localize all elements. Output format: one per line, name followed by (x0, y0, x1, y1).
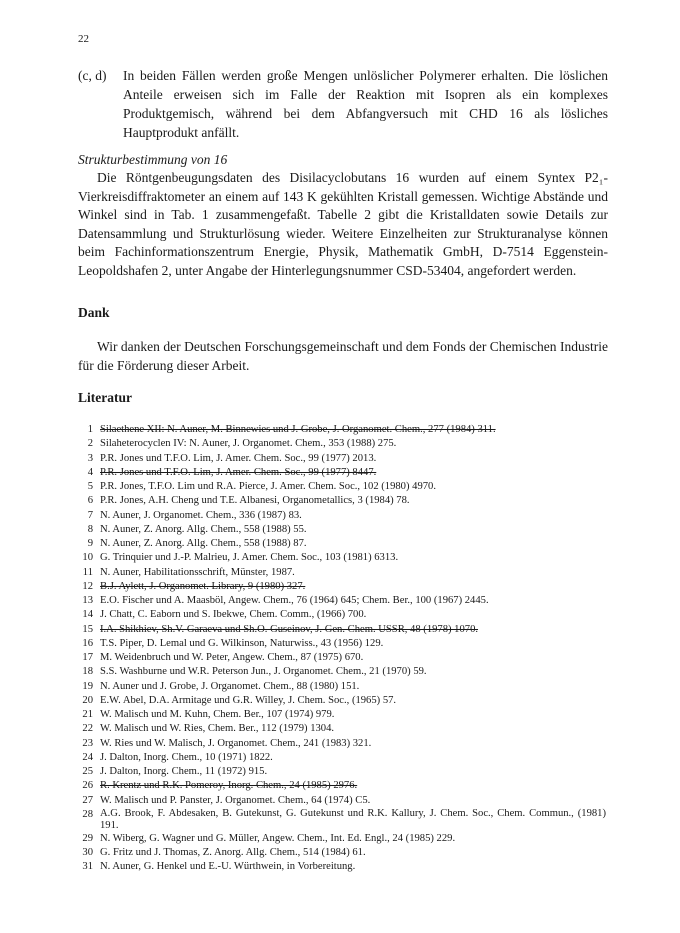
reference-item (78, 623, 608, 637)
reference-text: Silaheterocyclen IV: N. Auner, J. Organomet. Chem., 353 (1988) 275. (100, 438, 397, 450)
reference-item (78, 537, 608, 551)
reference-number: 16 (82, 637, 93, 649)
reference-text: M. Weidenbruch und W. Peter, Angew. Chem., 87 (1975) 670. (100, 652, 364, 663)
structure-paragraph: Die Röntgenbeugungsdaten des Disilacyclobutans 16 wurden auf einem Syntex P2₁-Vierkreisdiffraktometer an einem auf 143 K gekühlten Kristall gemessen. Wichtige Abstände und Winkel sind in Tab. 1 zusammengefaßt. Tabelle 2 gibt die Kristalldaten sowie Details zur Datensammlung und Strukturlösung wieder. Weitere Einzelheiten zur Strukturanalyse können beim Fachinformationszentrum Energie, Physik, Mathematik GmbH, D-7514 Eggenstein-Leopoldshafen 2, unter Angabe der Hinterlegungsnummer CSD-53404, angefordert werden. (78, 170, 608, 278)
reference-item (78, 680, 608, 694)
reference-number: 2 (87, 438, 93, 450)
reference-number: 1 (87, 424, 93, 435)
reference-text: N. Auner und J. Grobe, J. Organomet. Chem., 88 (1980) 151. (100, 680, 360, 692)
reference-text: W. Malisch und M. Kuhn, Chem. Ber., 107 (1974) 979. (100, 709, 335, 720)
reference-number: 20 (82, 694, 93, 706)
reference-item (78, 722, 608, 736)
reference-text: T.S. Piper, D. Lemal und G. Wilkinson, Naturwiss., 43 (1956) 129. (100, 637, 384, 649)
reference-item (78, 480, 608, 494)
reference-number: 5 (87, 481, 93, 492)
reference-item (78, 808, 608, 832)
reference-item (78, 437, 608, 451)
reference-list (78, 423, 608, 875)
reference-text: N. Auner, G. Henkel und E.-U. Würthwein, in Vorbereitung. (100, 861, 356, 873)
reference-text: N. Auner, Z. Anorg. Allg. Chem., 558 (1988) 87. (100, 538, 307, 549)
acknowledgement-heading: Dank (78, 305, 110, 320)
reference-text: R. Krentz und R.K. Pomeroy, Inorg. Chem., 24 (1985) 2976. (100, 780, 358, 792)
reference-text: N. Wiberg, G. Wagner und G. Müller, Angew. Chem., Int. Ed. Engl., 24 (1985) 229. (100, 832, 456, 844)
reference-number: 15 (82, 623, 93, 635)
reference-number: 7 (87, 509, 93, 521)
reference-text: G. Trinquier und J.-P. Malrieu, J. Amer. Chem. Soc., 103 (1981) 6313. (100, 552, 399, 564)
reference-item (78, 494, 608, 508)
reference-text: P.R. Jones, A.H. Cheng und T.E. Albanesi, Organometallics, 3 (1984) 78. (100, 495, 410, 507)
reference-number: 6 (87, 495, 93, 507)
reference-item (78, 466, 608, 480)
reference-item (78, 637, 608, 651)
reference-text: J. Dalton, Inorg. Chem., 10 (1971) 1822. (100, 751, 273, 763)
acknowledgement-paragraph: Wir danken der Deutschen Forschungsgemeinschaft und dem Fonds der Chemischen Industrie für die Förderung dieser Arbeit. (78, 339, 608, 373)
structure-heading: Strukturbestimmung von 16 (78, 152, 228, 167)
reference-item (78, 608, 608, 622)
reference-item (78, 846, 608, 860)
reference-item (78, 794, 608, 808)
reference-number: 18 (82, 666, 93, 678)
reference-item (78, 694, 608, 708)
reference-number: 11 (82, 566, 93, 578)
reference-text: P.R. Jones und T.F.O. Lim, J. Amer. Chem. Soc., 99 (1977) 8447. (100, 466, 377, 478)
reference-item (78, 580, 608, 594)
reference-number: 10 (82, 552, 93, 564)
reference-number: 14 (82, 609, 93, 621)
reference-number: 30 (82, 847, 93, 858)
reference-number: 24 (82, 751, 93, 763)
reference-item (78, 523, 608, 537)
reference-text: S.S. Washburne und W.R. Peterson Jun., J. Organomet. Chem., 21 (1970) 59. (100, 666, 427, 678)
reference-text: E.O. Fischer und A. Maasböl, Angew. Chem., 76 (1964) 645; Chem. Ber., 100 (1967) 2445. (100, 595, 489, 606)
reference-number: 29 (82, 832, 93, 844)
reference-number: 25 (82, 766, 93, 777)
reference-number: 22 (82, 723, 93, 735)
reference-text: W. Malisch und P. Panster, J. Organomet. Chem., 64 (1974) C5. (100, 794, 371, 806)
reference-item (78, 779, 608, 793)
reference-number: 3 (87, 452, 93, 464)
reference-number: 19 (82, 680, 93, 692)
reference-number: 12 (82, 580, 93, 592)
reference-item (78, 832, 608, 846)
reference-text: J. Dalton, Inorg. Chem., 11 (1972) 915. (100, 766, 268, 777)
reference-item (78, 860, 608, 874)
reference-text: J. Chatt, C. Eaborn und S. Ibekwe, Chem. Comm., (1966) 700. (100, 609, 367, 621)
reference-item (78, 708, 608, 722)
reference-text: E.W. Abel, D.A. Armitage und G.R. Willey, J. Chem. Soc., (1965) 57. (100, 694, 397, 706)
reference-item (78, 566, 608, 580)
paragraph-cd (78, 66, 608, 142)
reference-text: W. Malisch und W. Ries, Chem. Ber., 112 (1979) 1304. (100, 723, 335, 735)
reference-item (78, 551, 608, 565)
reference-text: P.R. Jones, T.F.O. Lim und R.A. Pierce, J. Amer. Chem. Soc., 102 (1980) 4970. (100, 481, 436, 492)
reference-text: Silaethene XII: N. Auner, M. Binnewies und J. Grobe, J. Organomet. Chem., 277 (1984) 311. (100, 424, 496, 435)
reference-text: I.A. Shikhiev, Sh.V. Garaeva und Sh.O. Guseinov, J. Gen. Chem. USSR, 48 (1978) 1070. (100, 623, 479, 635)
reference-text: N. Auner, Habilitationsschrift, Münster, 1987. (100, 566, 295, 578)
reference-number: 21 (82, 709, 93, 720)
reference-text: P.R. Jones und T.F.O. Lim, J. Amer. Chem. Soc., 99 (1977) 2013. (100, 452, 377, 464)
reference-number: 17 (82, 652, 93, 663)
reference-number: 4 (87, 466, 93, 478)
reference-item (78, 665, 608, 679)
reference-text: B.J. Aylett, J. Organomet. Library, 9 (1980) 327. (100, 580, 306, 592)
page-number: 22 (78, 33, 89, 45)
paragraph-cd-text: In beiden Fällen werden große Mengen unlöslicher Polymerer erhalten. Die löslichen Anteile erweisen sich im Falle der Reaktion mit Isopren als ein komplexes Produktgemisch, während bei dem Abfangversuch mit CHD 16 als lösliches Hauptprodukt anfällt. (123, 68, 608, 140)
reference-number: 27 (82, 794, 93, 806)
reference-number: 31 (82, 861, 93, 873)
reference-item (78, 765, 608, 779)
reference-text: N. Auner, Z. Anorg. Allg. Chem., 558 (1988) 55. (100, 523, 307, 535)
reference-item (78, 594, 608, 608)
paragraph-cd-label: (c, d) (78, 68, 107, 83)
reference-number: 8 (87, 523, 93, 535)
reference-item (78, 751, 608, 765)
reference-number: 28 (82, 808, 93, 820)
reference-text: W. Ries und W. Malisch, J. Organomet. Chem., 241 (1983) 321. (100, 737, 372, 749)
reference-text: G. Fritz und J. Thomas, Z. Anorg. Allg. Chem., 514 (1984) 61. (100, 847, 366, 858)
references-heading: Literatur (78, 390, 132, 405)
reference-item (78, 423, 608, 437)
reference-number: 13 (82, 595, 93, 606)
reference-item (78, 737, 608, 751)
reference-item (78, 452, 608, 466)
reference-number: 23 (82, 737, 93, 749)
reference-number: 26 (82, 780, 93, 792)
reference-text: A.G. Brook, F. Abdesaken, B. Gutekunst, G. Gutekunst und R.K. Kallury, J. Chem. Soc., Chem. Commun., (1981) 191. (100, 807, 606, 831)
reference-item (78, 509, 608, 523)
reference-item (78, 651, 608, 665)
reference-number: 9 (87, 538, 93, 549)
reference-text: N. Auner, J. Organomet. Chem., 336 (1987) 83. (100, 509, 302, 521)
